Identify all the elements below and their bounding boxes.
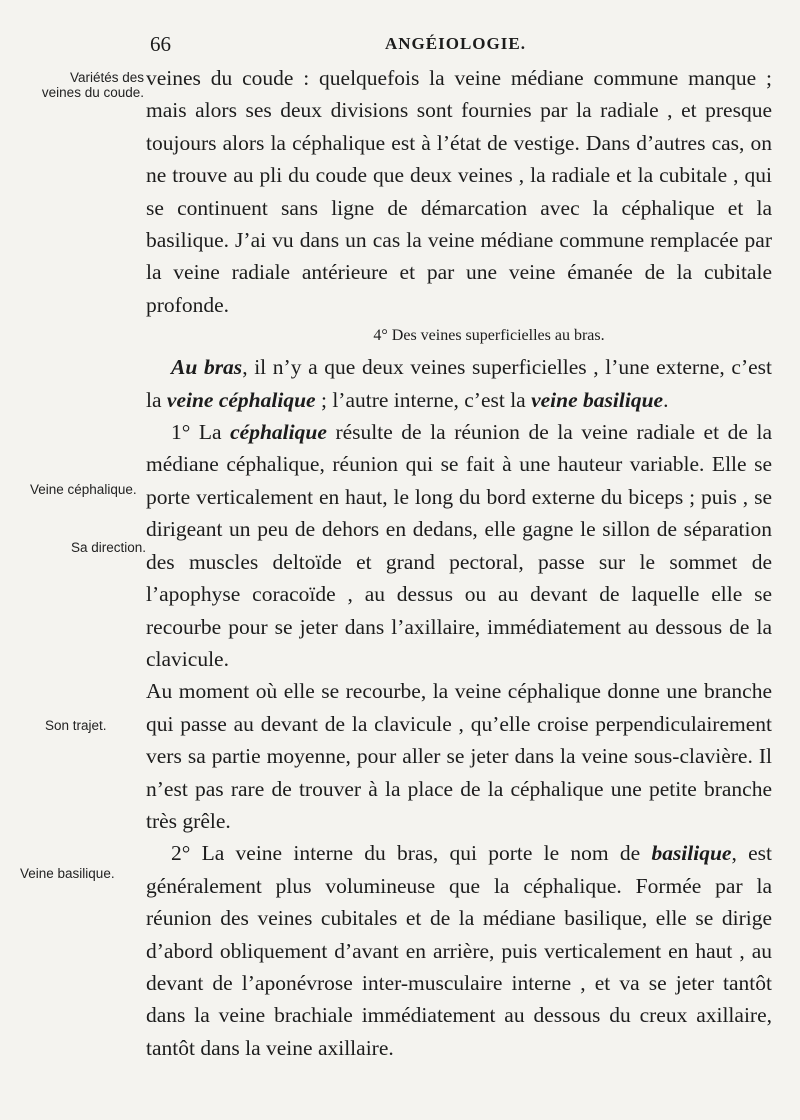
paragraph-recourbe: Au moment où elle se recourbe, la veine céphalique donne une branche qui passe au devant de la clavicule , qu’elle croise perpendiculairement vers sa partie moyenne, pour aller se jeter dans la veine sous-clavière. Il n’est pas rare de trouver à la place de la céphalique une petite branche très grêle. [146, 679, 772, 833]
paragraph-basilique: 2° La veine interne du bras, qui porte le nom de basilique, est généralement plus volumineuse que la céphalique. Formée par la réunion des veines cubitales et de la médiane basilique, elle se dirige d’abord obliquement d’avant en arrière, puis verticalement en haut , au devant de l’aponévrose inter-musculaire interne , et va se jeter tantôt dans la veine brachiale immédiatement au dessous du creux axillaire, tantôt dans la veine axillaire. [146, 841, 772, 1060]
paragraph-au-bras: Au bras, il n’y a que deux veines superficielles , l’une externe, c’est la veine céphalique ; l’autre interne, c’est la veine basilique. [146, 355, 772, 412]
margin-note-basilique: Veine basilique. [20, 866, 115, 881]
page-number: 66 [150, 32, 171, 56]
margin-note-cephalique: Veine céphalique. [30, 482, 137, 497]
term-veine-basilique: veine basilique [531, 387, 664, 412]
body-text [146, 62, 772, 1064]
section-heading: 4° Des veines superficielles au bras. [373, 327, 605, 345]
margin-note-trajet: Son trajet. [45, 718, 107, 733]
term-basilique: basilique [651, 841, 732, 866]
margin-note-direction: Sa direction. [70, 540, 146, 555]
margin-notes [0, 0, 150, 1120]
paragraph-varietes: veines du coude : quelquefois la veine médiane commune manque ; mais alors ses deux divisions sont fournies par la radiale , et presque toujours alors la céphalique est à l’état de vestige. Dans d’autres cas, on ne trouve au pli du coude que deux veines , la radiale et la cubitale , qui se continuent sans ligne de démarcation avec la céphalique et la basilique. J’ai vu dans un cas la veine médiane commune remplacée par la veine radiale antérieure et par une veine émanée de la cubitale profonde. [146, 66, 772, 317]
margin-note-varietes: Variétés des veines du coude. [41, 70, 144, 100]
term-veine-cephalique: veine céphalique [166, 387, 316, 412]
running-title: ANGÉIOLOGIE. [385, 34, 526, 53]
term-cephalique: céphalique [230, 420, 327, 445]
paragraph-cephalique: 1° La céphalique résulte de la réunion de la veine radiale et de la médiane céphalique, réunion qui se fait à une hauteur variable. Elle se porte verticalement en haut, le long du bord externe du biceps ; puis , se dirigeant un peu de dehors en dedans, elle gagne le sillon de séparation des muscles deltoïde et grand pectoral, passe sur le sommet de l’apophyse coracoïde , au dessus ou au devant de laquelle elle se recourbe pour se jeter dans l’axillaire, immédiatement au dessous de la clavicule. [146, 420, 772, 671]
lead-au-bras: Au bras [171, 355, 243, 380]
